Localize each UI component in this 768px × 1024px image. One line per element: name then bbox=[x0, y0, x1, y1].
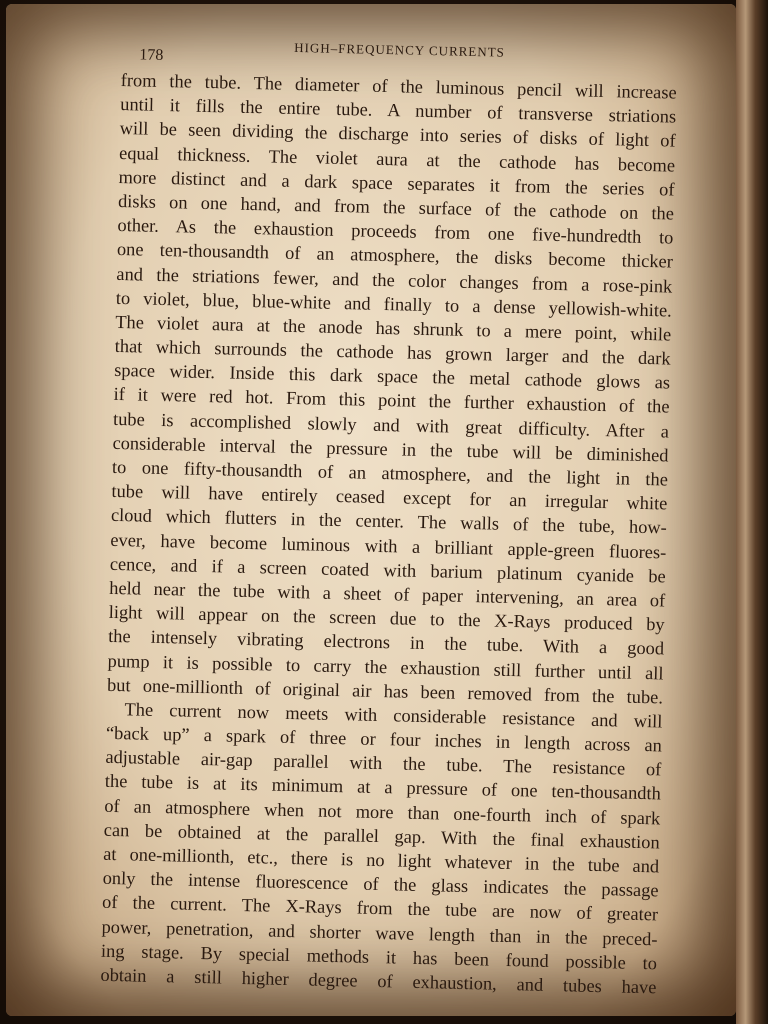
text-line: to violet, blue, blue-white and finally to a dense yellowish-white. bbox=[115, 287, 672, 321]
book-spine-edge bbox=[736, 0, 768, 1024]
text-line: held near the tube with a sheet of paper intervening, an area of bbox=[109, 577, 666, 611]
text-line: “back up” a spark of three or four inches in length across an bbox=[105, 722, 663, 756]
page-content bbox=[100, 28, 678, 1015]
text-line: equal thickness. The violet aura at the cathode has become bbox=[118, 142, 676, 176]
text-line: if it were red hot. From this point the further exhaustion of the bbox=[113, 384, 670, 417]
text-line: that which surrounds the cathode has grown larger and the dark bbox=[114, 335, 671, 369]
text-line: of an atmosphere when not more than one-fourth inch of spark bbox=[104, 795, 661, 829]
text-line: adjustable air-gap parallel with the tube. The resistance of bbox=[105, 747, 662, 780]
text-line: space wider. Inside this dark space the metal cathode glows as bbox=[114, 360, 671, 393]
text-line: disks on one hand, and from the surface of the cathode on the bbox=[117, 190, 675, 224]
text-line: more distinct and a dark space separates it from the series of bbox=[118, 166, 675, 200]
text-line: only the intense fluorescence of the glass indicates the passage bbox=[102, 867, 659, 901]
text-line: obtain a still higher degree of exhaustion, and tubes have bbox=[100, 964, 657, 998]
text-line: can be obtained at the parallel gap. With the final exhaustion bbox=[103, 819, 660, 853]
body-text bbox=[100, 68, 677, 1000]
text-line: at one-millionth, etc., there is no light whatever in the tube and bbox=[103, 843, 660, 877]
text-line: pump it is possible to carry the exhaustion still further until all bbox=[107, 650, 664, 683]
text-line: tube will have entirely ceased except for an irregular white bbox=[111, 481, 668, 514]
running-head: HIGH–FREQUENCY CURRENTS bbox=[294, 39, 506, 60]
text-line: ever, have become luminous with a brilliant apple-green fluores- bbox=[110, 529, 667, 563]
text-line: ing stage. By special methods it has been found possible to bbox=[100, 940, 658, 974]
text-line: but one-millionth of original air has been removed from the tube. bbox=[106, 674, 664, 708]
text-line: The violet aura at the anode has shrunk to a mere point, while bbox=[115, 311, 672, 345]
text-line: light will appear on the screen due to the X-Rays produced by bbox=[108, 601, 665, 635]
text-line: to one fifty-thousandth of an atmosphere, and the light in the bbox=[111, 456, 669, 490]
text-line: the tube is at its minimum at a pressure of one ten-thousandth bbox=[104, 771, 661, 804]
text-line: and the striations fewer, and the color changes from a rose-pink bbox=[116, 263, 673, 297]
text-line: cloud which flutters in the center. The walls of the tube, how- bbox=[110, 505, 668, 538]
text-line: considerable interval the pressure in the tube will be diminished bbox=[112, 432, 669, 466]
text-line: cence, and if a screen coated with barium platinum cyanide be bbox=[109, 553, 666, 587]
page-number: 178 bbox=[139, 46, 164, 64]
text-line: tube is accomplished slowly and with great difficulty. After a bbox=[112, 408, 670, 442]
text-line: power, penetration, and shorter wave length than in the preced- bbox=[101, 916, 658, 949]
text-line: will be seen dividing the discharge into series of disks of light of bbox=[119, 118, 676, 151]
text-line: other. As the exhaustion proceeds from one five-hundredth to bbox=[117, 215, 674, 248]
text-line: The current now meets with considerable resistance and will bbox=[124, 699, 663, 732]
text-line: of the current. The X-Rays from the tube are now of greater bbox=[101, 892, 659, 925]
text-line: from the tube. The diameter of the luminous pencil will increase bbox=[120, 69, 677, 103]
text-line: one ten-thousandth of an atmosphere, the disks become thicker bbox=[116, 239, 674, 272]
text-line: until it fills the entire tube. A number of transverse striations bbox=[120, 94, 677, 127]
text-line: the intensely vibrating electrons in the tube. With a good bbox=[107, 626, 665, 659]
